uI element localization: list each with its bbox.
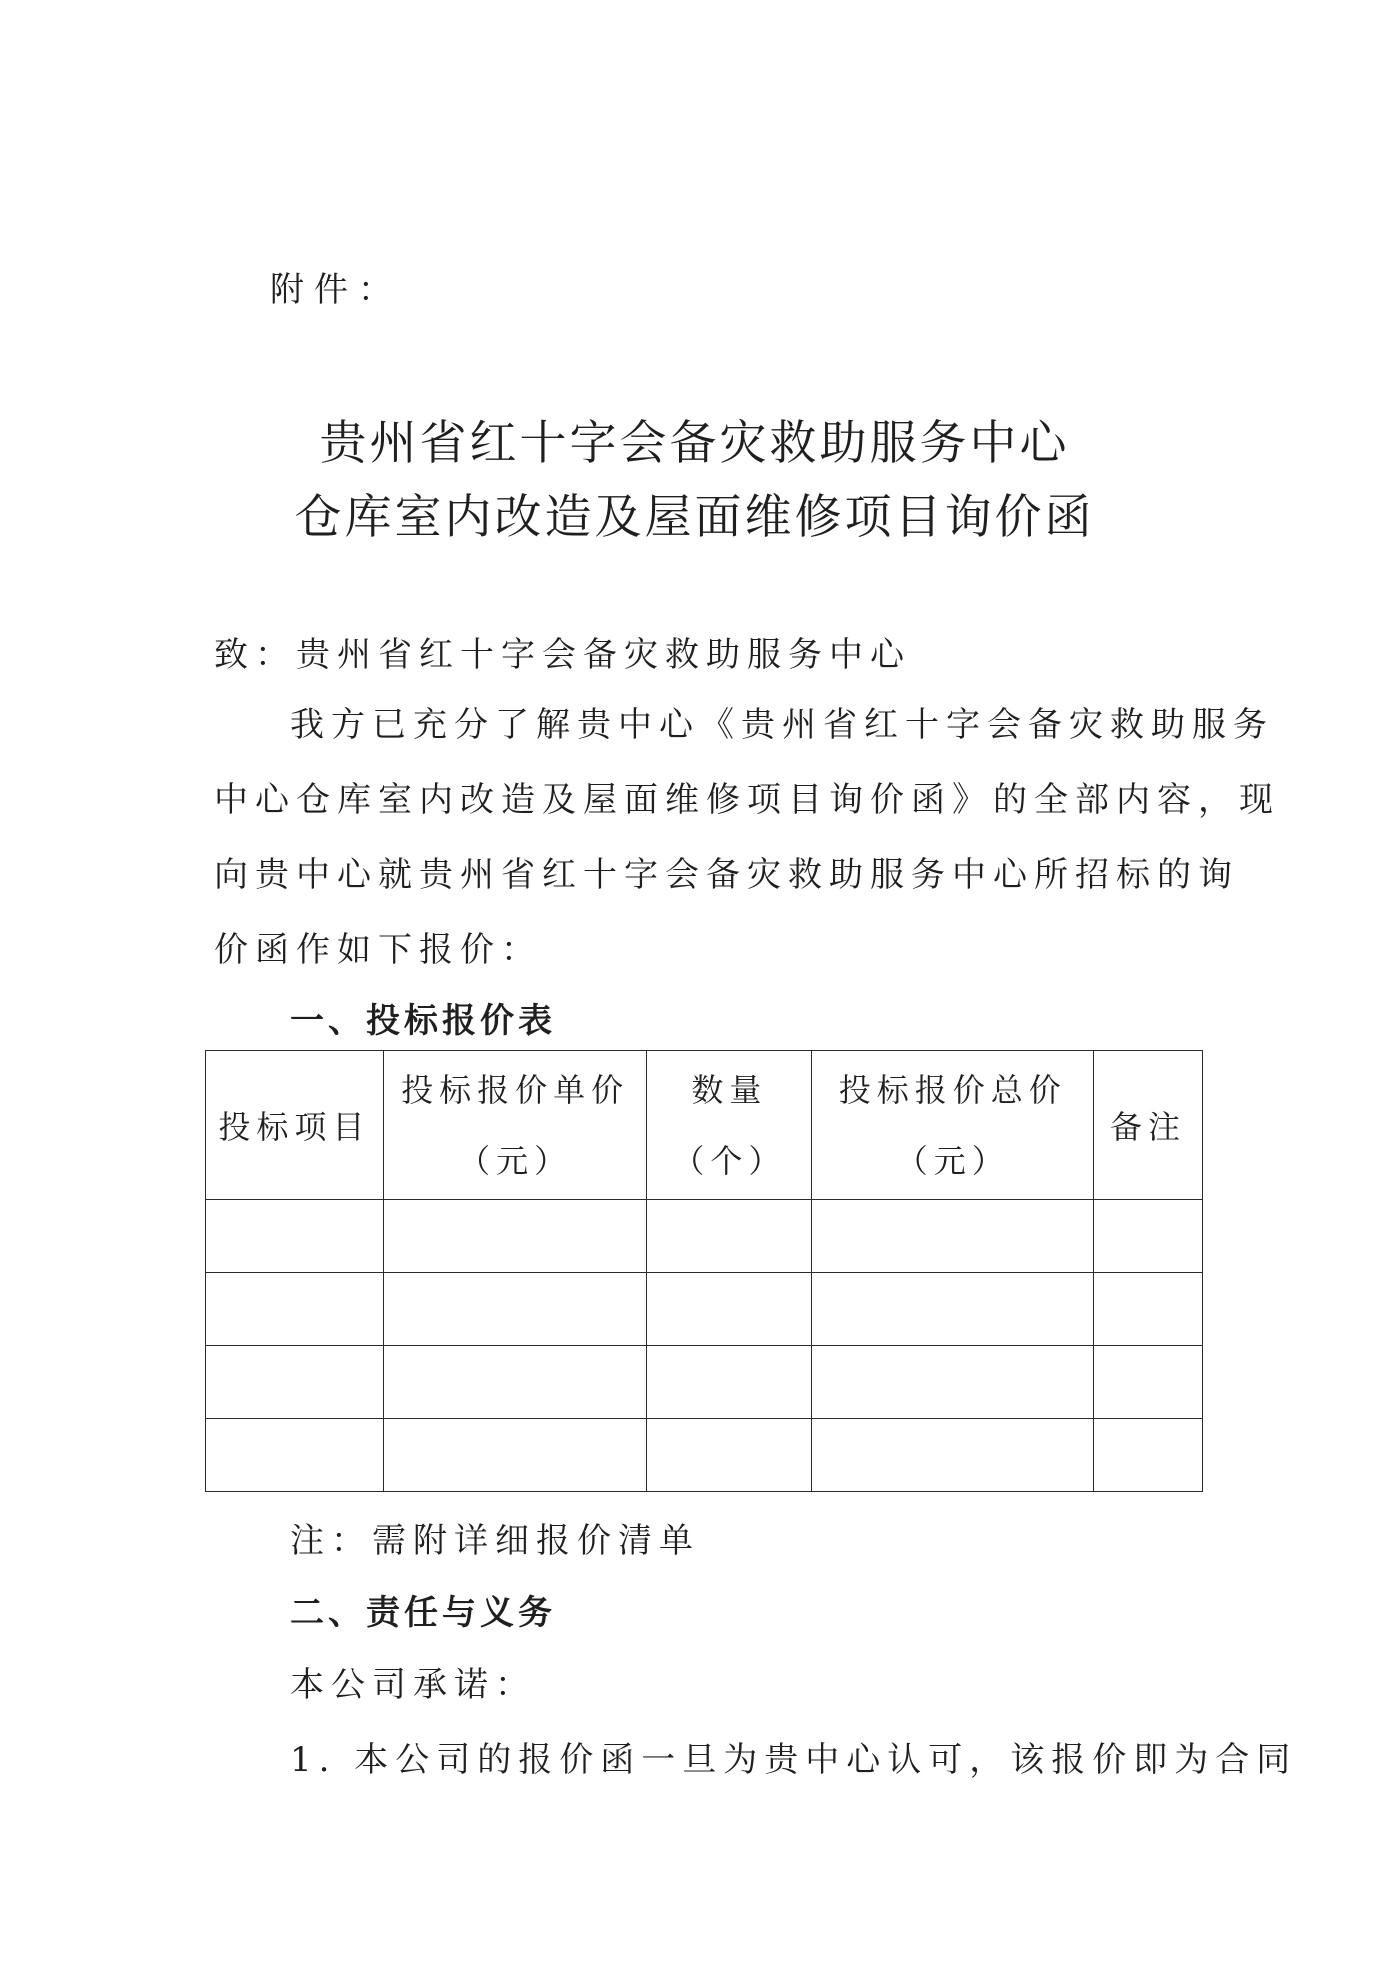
header-bid-item-label: 投标项目 (218, 1108, 371, 1146)
table-cell (1094, 1273, 1203, 1346)
section-2-heading: 二、责任与义务 (290, 1593, 556, 1633)
table-row (206, 1200, 1203, 1273)
intro-line-2: 中心仓库室内改造及屋面维修项目询价函》的全部内容，现 (214, 780, 1280, 820)
table-cell (812, 1273, 1094, 1346)
table-cell (1094, 1419, 1203, 1492)
table-cell (1094, 1346, 1203, 1419)
section-1-heading: 一、投标报价表 (290, 1001, 556, 1041)
table-header-row (206, 1051, 1203, 1200)
document-title-line-2: 仓库室内改造及屋面维修项目询价函 (294, 490, 1095, 545)
intro-line-3: 向贵中心就贵州省红十字会备灾救助服务中心所招标的询 (214, 855, 1239, 895)
table-cell (383, 1200, 647, 1273)
table-cell (812, 1346, 1094, 1419)
header-quantity (647, 1051, 812, 1200)
table-cell (206, 1200, 384, 1273)
quote-table (205, 1050, 1203, 1492)
intro-line-4: 价函作如下报价： (214, 930, 542, 970)
table-cell (206, 1273, 384, 1346)
header-quantity-unit: （个） (672, 1142, 787, 1180)
header-quantity-label: 数量 (691, 1071, 768, 1109)
header-total-price-unit: （元） (895, 1142, 1010, 1180)
header-unit-price (383, 1051, 647, 1200)
table-cell (647, 1273, 812, 1346)
table-cell (1094, 1200, 1203, 1273)
header-unit-price-label: 投标报价单价 (401, 1071, 630, 1109)
commitment-intro: 本公司承诺： (290, 1665, 536, 1705)
header-remarks-label: 备注 (1110, 1108, 1187, 1146)
header-remarks (1094, 1051, 1203, 1200)
table-cell (812, 1200, 1094, 1273)
table-cell (383, 1419, 647, 1492)
table-cell (647, 1346, 812, 1419)
attachment-label: 附件： (270, 270, 402, 310)
header-total-price-label: 投标报价总价 (838, 1071, 1067, 1109)
header-unit-price-unit: （元） (458, 1142, 573, 1180)
header-total-price (812, 1051, 1094, 1200)
addressee: 致：贵州省红十字会备灾救助服务中心 (214, 635, 911, 675)
table-row (206, 1346, 1203, 1419)
table-note: 注：需附详细报价清单 (290, 1521, 700, 1561)
table-cell (647, 1419, 812, 1492)
document-title-line-1: 贵州省红十字会备灾救助服务中心 (319, 416, 1070, 471)
table-cell (206, 1346, 384, 1419)
table-row (206, 1419, 1203, 1492)
header-bid-item (206, 1051, 384, 1200)
table-cell (206, 1419, 384, 1492)
intro-line-1: 我方已充分了解贵中心《贵州省红十字会备灾救助服务 (290, 705, 1274, 745)
table-cell (647, 1200, 812, 1273)
table-row (206, 1273, 1203, 1346)
table-cell (812, 1419, 1094, 1492)
table-cell (383, 1346, 647, 1419)
table-cell (383, 1273, 647, 1346)
commitment-item-1: 1. 本公司的报价函一旦为贵中心认可，该报价即为合同 (290, 1740, 1298, 1780)
